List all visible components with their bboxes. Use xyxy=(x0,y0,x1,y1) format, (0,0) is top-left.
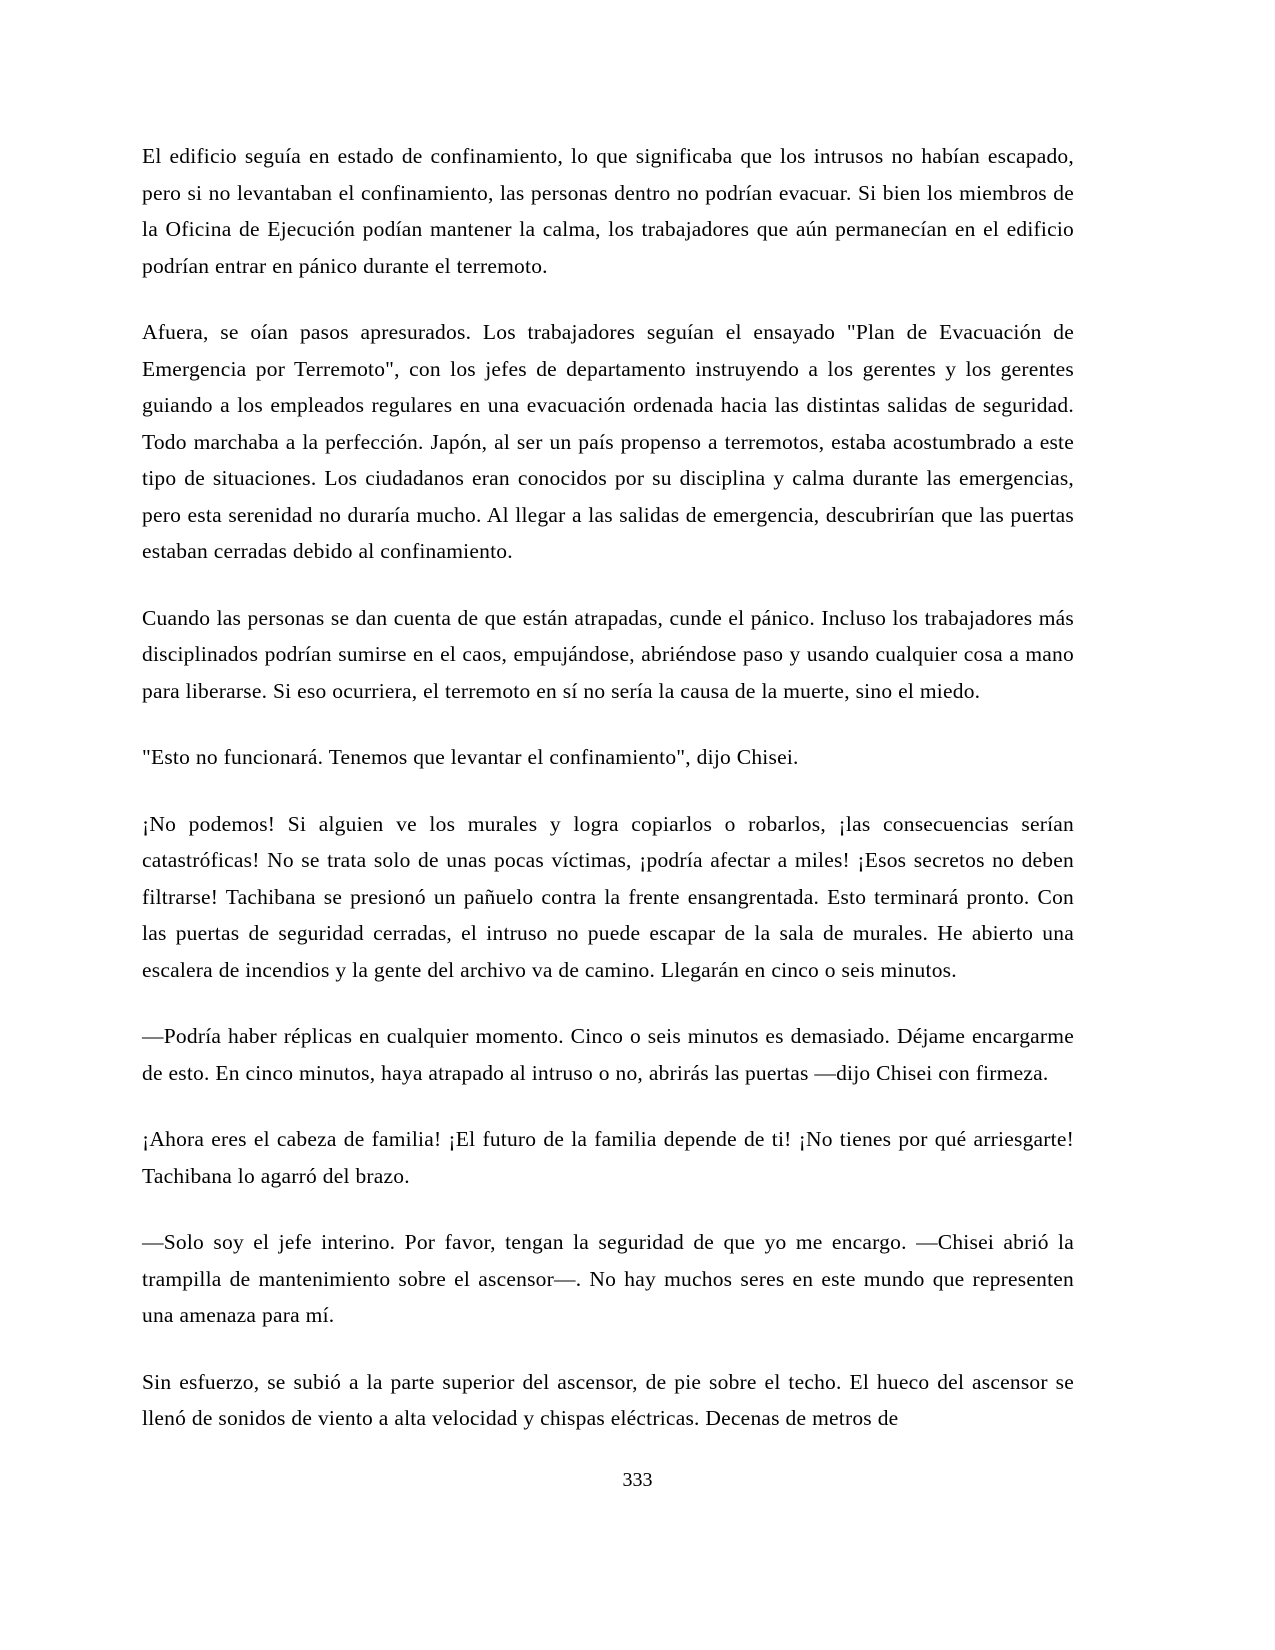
body-text-column xyxy=(142,138,1074,1437)
paragraph-1: El edificio seguía en estado de confinamiento, lo que significaba que los intrusos no habían escapado, pero si no levantaban el confinamiento, las personas dentro no podrían evacuar. Si bien los miembros de la Oficina de Ejecución podían mantener la calma, los trabajadores que aún permanecían en el edificio podrían entrar en pánico durante el terremoto. xyxy=(142,144,1074,278)
paragraph-4: "Esto no funcionará. Tenemos que levantar el confinamiento", dijo Chisei. xyxy=(142,745,799,769)
paragraph-6: —Podría haber réplicas en cualquier momento. Cinco o seis minutos es demasiado. Déjame encargarme de esto. En cinco minutos, haya atrapado al intruso o no, abrirás las puertas —dijo Chisei con firmeza. xyxy=(142,1024,1074,1085)
paragraph-3: Cuando las personas se dan cuenta de que están atrapadas, cunde el pánico. Incluso los trabajadores más disciplinados podrían sumirse en el caos, empujándose, abriéndose paso y usando cualquier cosa a mano para liberarse. Si eso ocurriera, el terremoto en sí no sería la causa de la muerte, sino el miedo. xyxy=(142,605,1074,703)
paragraph-8: —Solo soy el jefe interino. Por favor, tengan la seguridad de que yo me encargo. —Chisei abrió la trampilla de mantenimiento sobre el ascensor—. No hay muchos seres en este mundo que representen una amenaza para mí. xyxy=(142,1230,1074,1327)
page-number: 333 xyxy=(622,1469,653,1491)
paragraph-7: ¡Ahora eres el cabeza de familia! ¡El futuro de la familia depende de ti! ¡No tienes por qué arriesgarte! Tachibana lo agarró del brazo. xyxy=(142,1127,1074,1188)
paragraph-5: ¡No podemos! Si alguien ve los murales y logra copiarlos o robarlos, ¡las consecuencias serían catastróficas! No se trata solo de unas pocas víctimas, ¡podría afectar a miles! ¡Esos secretos no deben filtrarse! Tachibana se presionó un pañuelo contra la frente ensangrentada. Esto terminará pronto. Con las puertas de seguridad cerradas, el intruso no puede escapar de la sala de murales. He abierto una escalera de incendios y la gente del archivo va de camino. Llegarán en cinco o seis minutos. xyxy=(142,811,1074,982)
paragraph-9: Sin esfuerzo, se subió a la parte superior del ascensor, de pie sobre el techo. El hueco del ascensor se llenó de sonidos de viento a alta velocidad y chispas eléctricas. Decenas de metros de xyxy=(142,1369,1074,1430)
paragraph-2: Afuera, se oían pasos apresurados. Los trabajadores seguían el ensayado "Plan de Evacuación de Emergencia por Terremoto", con los jefes de departamento instruyendo a los gerentes y los gerentes guiando a los empleados regulares en una evacuación ordenada hacia las distintas salidas de seguridad. Todo marchaba a la perfección. Japón, al ser un país propenso a terremotos, estaba acostumbrado a este tipo de situaciones. Los ciudadanos eran conocidos por su disciplina y calma durante las emergencias, pero esta serenidad no duraría mucho. Al llegar a las salidas de emergencia, descubrirían que las puertas estaban cerradas debido al confinamiento. xyxy=(142,320,1074,563)
